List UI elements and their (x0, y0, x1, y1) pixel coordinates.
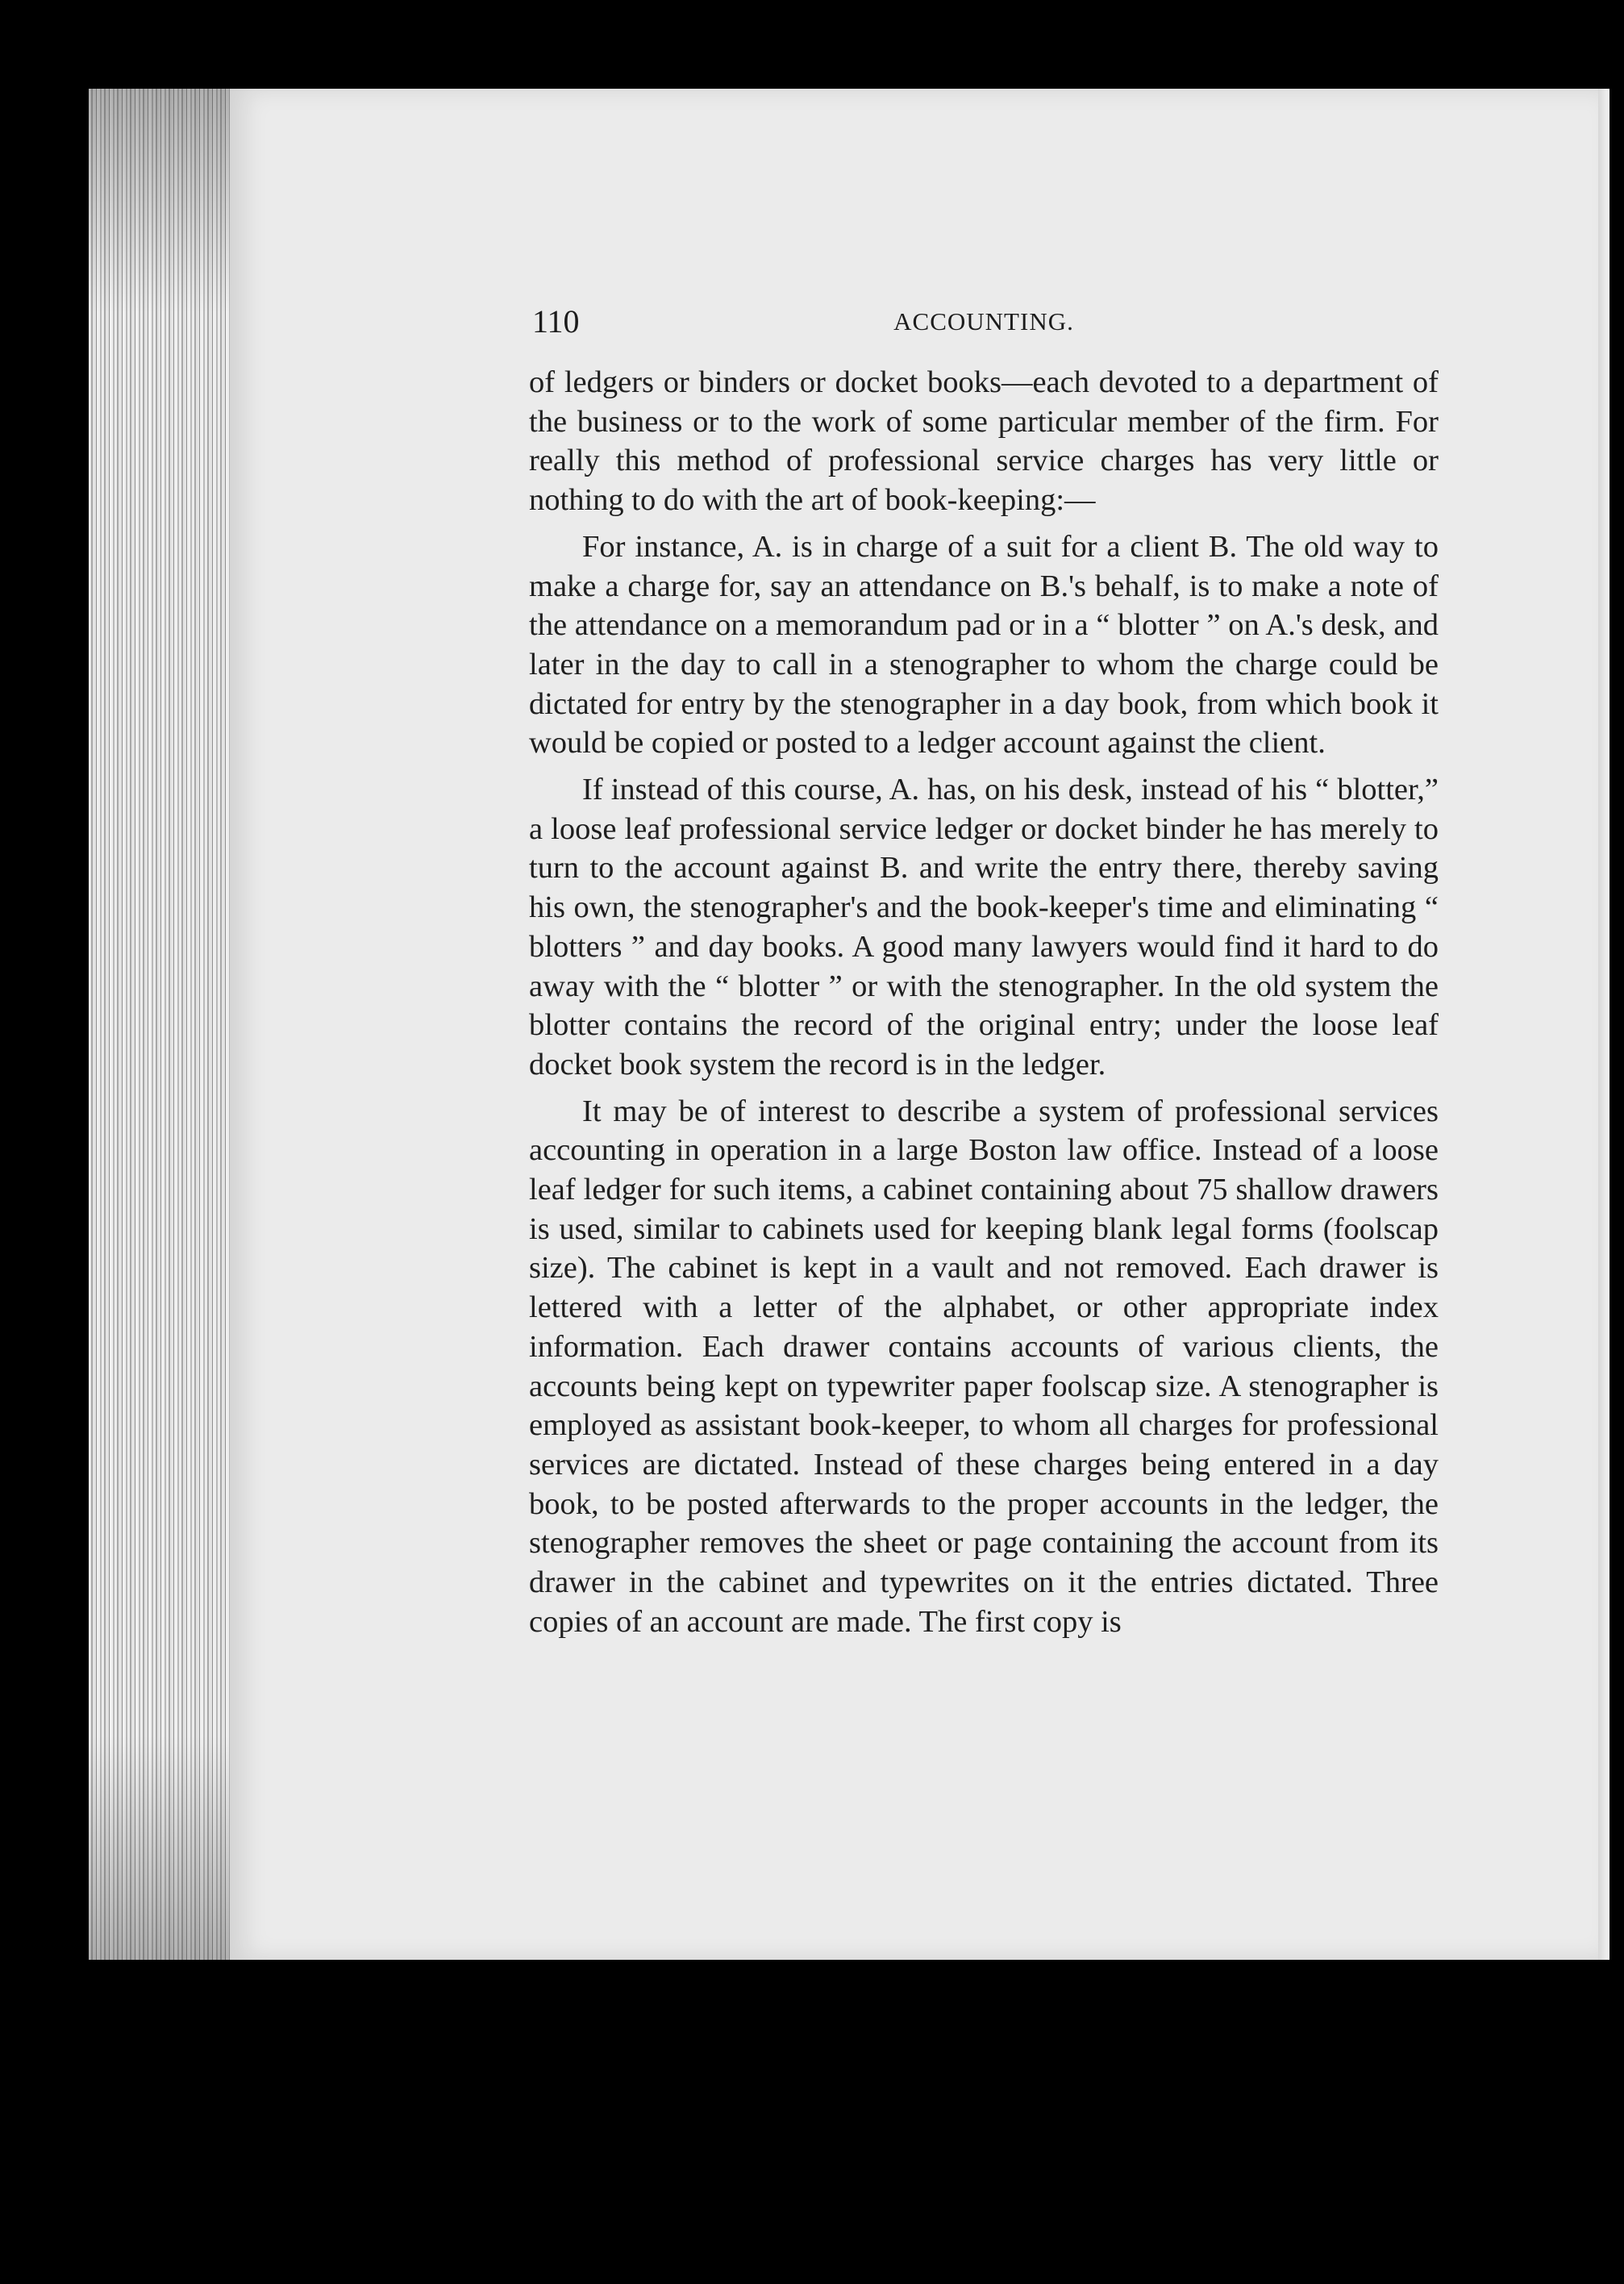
paragraph-continuation: of ledgers or binders or docket books—each devoted to a department of the business or to the work of some particular member of the firm. For really this method of professional service charges has very little or nothing to do with the art of book-keeping:— (529, 365, 1439, 518)
body-text (529, 363, 1439, 1649)
paragraph: It may be of interest to describe a system of professional services accounting in operation in a large Boston law office. Instead of a loose leaf ledger for such items, a cabinet containing about 75 shallow drawers is used, similar to cabinets used for keeping blank legal forms (foolscap size). The cabinet is kept in a vault and not removed. Each drawer is lettered with a letter of the alphabet, or other appropriate index information. Each drawer contains accounts of various clients, the accounts being kept on typewriter paper foolscap size. A stenographer is employed as assistant book-keeper, to whom all charges for professional services are dictated. Instead of these charges being entered in a day book, to be posted afterwards to the proper accounts in the ledger, the stenographer removes the sheet or page containing the account from its drawer in the cabinet and typewrites on it the entries dictated. Three copies of an account are made. The first copy is (529, 1094, 1439, 1639)
paragraph: For instance, A. is in charge of a suit for a client B. The old way to make a charge for, say an attendance on B.'s behalf, is to make a note of the attendance on a memorandum pad or in a “ blotter ” on A.'s desk, and later in the day to call in a stenographer to whom the charge could be dictated for entry by the stenographer in a day book, from which book it would be copied or posted to a ledger account against the client. (529, 529, 1439, 761)
page-right-edge (1598, 89, 1609, 1960)
running-head: ACCOUNTING. (893, 307, 1074, 336)
paragraph: If instead of this course, A. has, on his desk, instead of his “ blotter,” a loose leaf professional service ledger or docket binder he has merely to turn to the account against B. and write the entry there, thereby saving his own, the stenographer's and the book-keeper's time and eliminating “ blotters ” and day books. A good many lawyers would find it hard to do away with the “ blotter ” or with the stenographer. In the old system the blotter contains the record of the original entry; under the loose leaf docket book system the record is in the ledger. (529, 773, 1439, 1082)
book-spine-page-edges (89, 89, 230, 1960)
page-number: 110 (532, 303, 580, 340)
page-header (532, 302, 1435, 351)
